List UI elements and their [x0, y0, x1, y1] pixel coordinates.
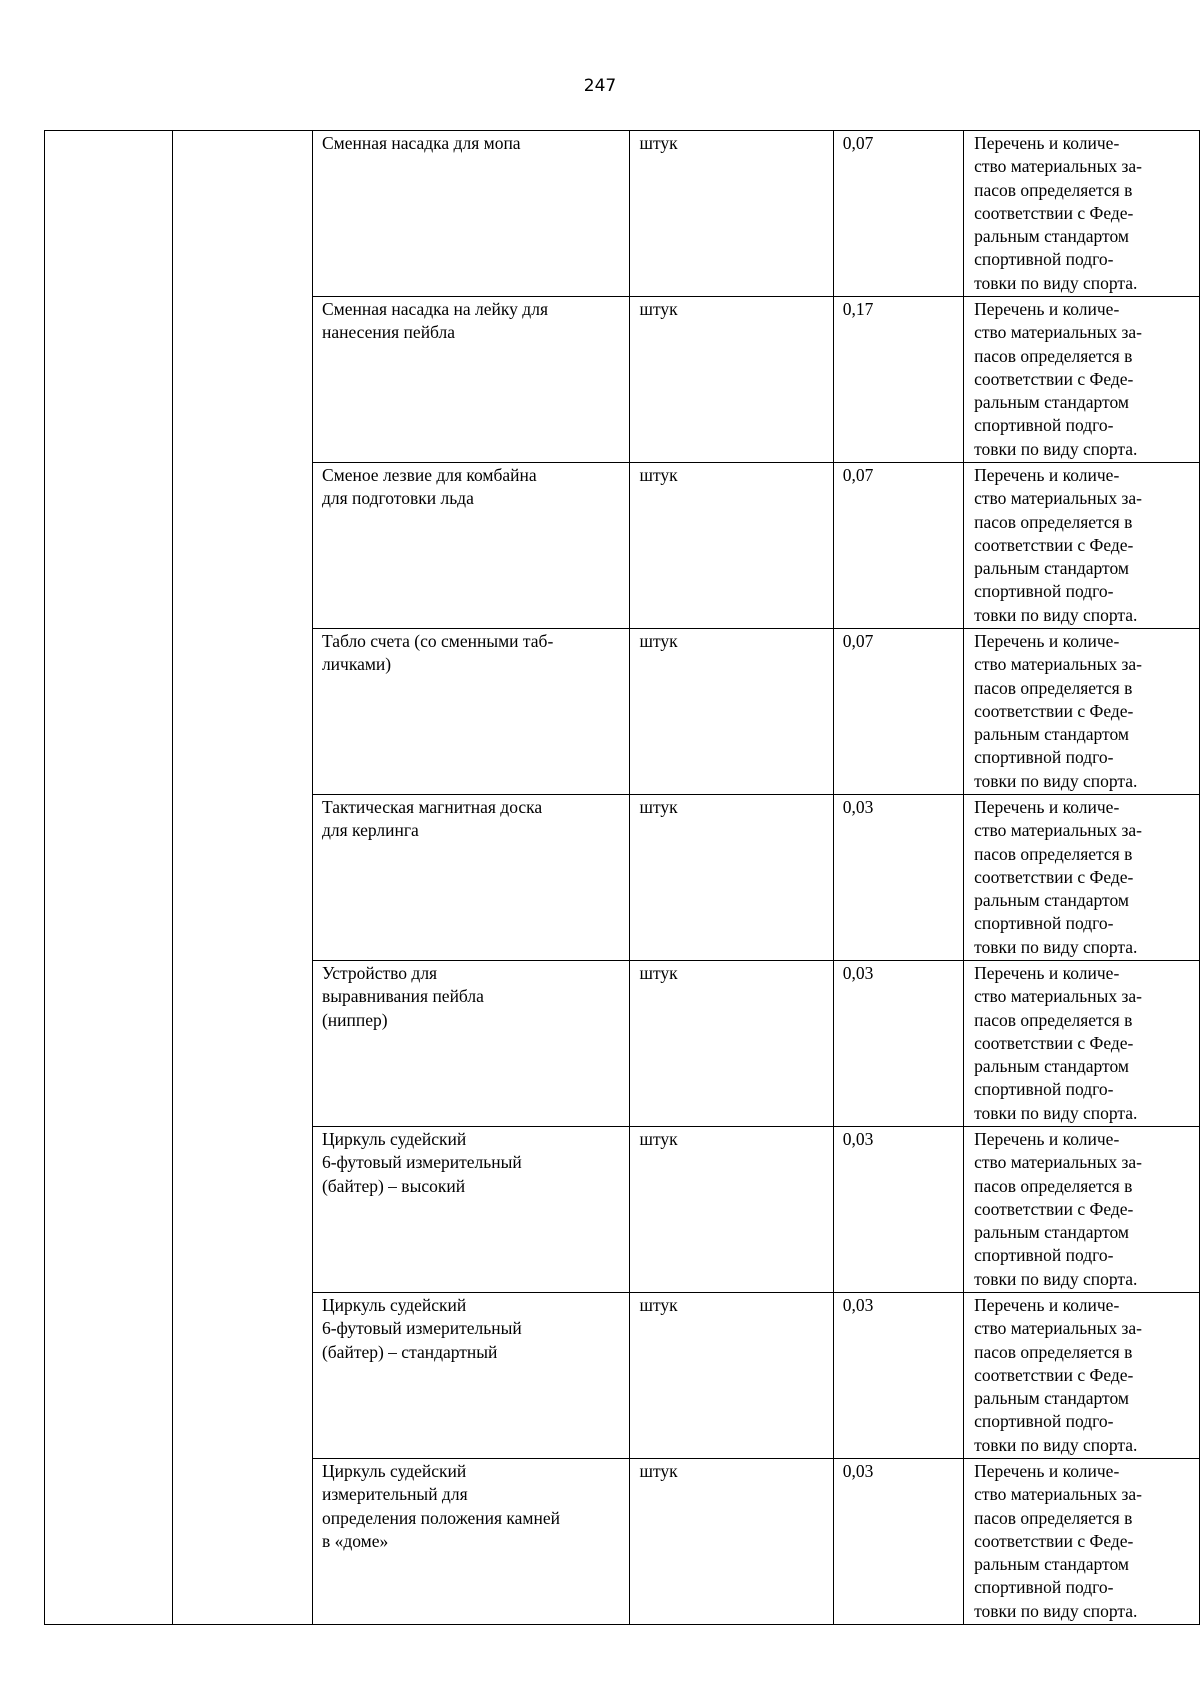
- item-name-cell: Сменое лезвие для комбайна для подготовки льда: [312, 463, 630, 629]
- quantity-cell: 0,07: [833, 629, 963, 795]
- quantity-cell: 0,07: [833, 463, 963, 629]
- unit-cell: штук: [630, 795, 833, 961]
- quantity-cell: 0,17: [833, 297, 963, 463]
- item-name-cell: Тактическая магнитная доска для керлинга: [312, 795, 630, 961]
- unit-cell: штук: [630, 297, 833, 463]
- unit-cell: штук: [630, 629, 833, 795]
- note-cell: Перечень и количе- ство материальных за- пасов определяется в соответствии с Феде- ральным стандартом спортивной подго- товки по виду спорта.: [964, 629, 1200, 795]
- equipment-table-container: [44, 130, 1200, 1625]
- quantity-cell: 0,03: [833, 1293, 963, 1459]
- note-cell: Перечень и количе- ство материальных за- пасов определяется в соответствии с Феде- ральным стандартом спортивной подго- товки по виду спорта.: [964, 297, 1200, 463]
- unit-cell: штук: [630, 131, 833, 297]
- note-cell: Перечень и количе- ство материальных за- пасов определяется в соответствии с Феде- ральным стандартом спортивной подго- товки по виду спорта.: [964, 463, 1200, 629]
- note-cell: Перечень и количе- ство материальных за- пасов определяется в соответствии с Феде- ральным стандартом спортивной подго- товки по виду спорта.: [964, 1127, 1200, 1293]
- note-cell: Перечень и количе- ство материальных за- пасов определяется в соответствии с Феде- ральным стандартом спортивной подго- товки по виду спорта.: [964, 1293, 1200, 1459]
- note-cell: Перечень и количе- ство материальных за- пасов определяется в соответствии с Феде- ральным стандартом спортивной подго- товки по виду спорта.: [964, 961, 1200, 1127]
- equipment-table: [44, 130, 1200, 1625]
- table-row: [45, 131, 1200, 297]
- unit-cell: штук: [630, 1127, 833, 1293]
- item-name-cell: Циркуль судейский измерительный для определения положения камней в «доме»: [312, 1459, 630, 1625]
- unit-cell: штук: [630, 1293, 833, 1459]
- unit-cell: штук: [630, 961, 833, 1127]
- note-cell: Перечень и количе- ство материальных за- пасов определяется в соответствии с Феде- ральным стандартом спортивной подго- товки по виду спорта.: [964, 1459, 1200, 1625]
- quantity-cell: 0,03: [833, 1459, 963, 1625]
- item-name-cell: Табло счета (со сменными таб- личками): [312, 629, 630, 795]
- quantity-cell: 0,03: [833, 961, 963, 1127]
- quantity-cell: 0,03: [833, 795, 963, 961]
- page-number: 247: [583, 76, 617, 96]
- merged-empty-cell-2: [172, 131, 312, 1625]
- note-cell: Перечень и количе- ство материальных за- пасов определяется в соответствии с Феде- ральным стандартом спортивной подго- товки по виду спорта.: [964, 131, 1200, 297]
- unit-cell: штук: [630, 463, 833, 629]
- note-cell: Перечень и количе- ство материальных за- пасов определяется в соответствии с Феде- ральным стандартом спортивной подго- товки по виду спорта.: [964, 795, 1200, 961]
- unit-cell: штук: [630, 1459, 833, 1625]
- quantity-cell: 0,03: [833, 1127, 963, 1293]
- quantity-cell: 0,07: [833, 131, 963, 297]
- merged-empty-cell-1: [45, 131, 173, 1625]
- item-name-cell: Циркуль судейский 6-футовый измерительный (байтер) – высокий: [312, 1127, 630, 1293]
- item-name-cell: Циркуль судейский 6-футовый измерительный (байтер) – стандартный: [312, 1293, 630, 1459]
- item-name-cell: Сменная насадка на лейку для нанесения пейбла: [312, 297, 630, 463]
- item-name-cell: Устройство для выравнивания пейбла (ниппер): [312, 961, 630, 1127]
- item-name-cell: Сменная насадка для мопа: [312, 131, 630, 297]
